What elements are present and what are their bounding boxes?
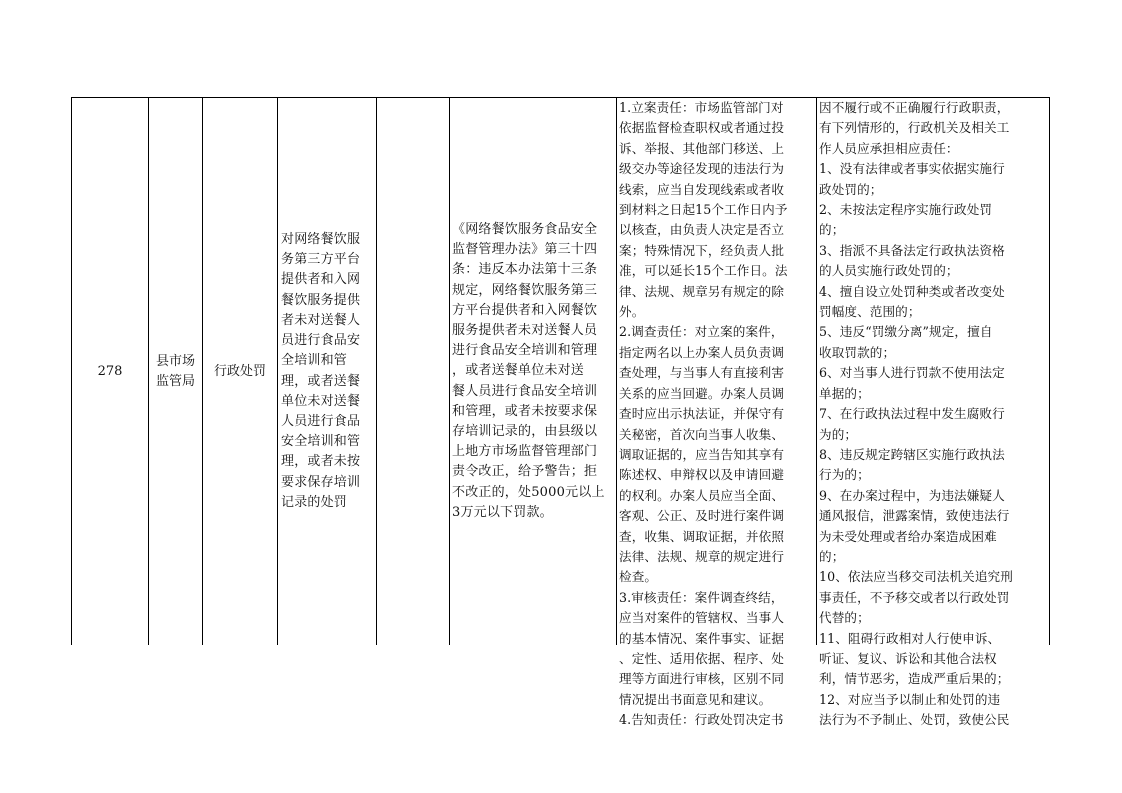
item-name: 对网络餐饮服 务第三方平台 提供者和入网 餐饮服务提供 者未对送餐人 员进行食品安 全培训和管 理，或者送餐 单位未对送餐 人员进行食品 安全培训和管 理，或者未按 要求保存培训 记录的处罚 <box>281 232 361 510</box>
row-number: 278 <box>97 363 123 379</box>
department-cell <box>149 98 203 645</box>
accountability-text: 因不履行或不正确履行行政职责， 有下列情形的，行政机关及相关工 作人员应承担相应责任： 1、没有法律或者事实依据实施行 政处罚的； 2、未按法定程序实施行政处罚 的； 3、指派不具备法定行政执法资格 的人员实施行政处罚的； 4、擅自设立处罚种类或者改变处 罚幅度、范围的； 5、违反“罚缴分离”规定，擅自 收取罚款的； 6、对当事人进行罚款不使用法定 单据的； 7、在行政执法过程中发生腐败行 为的； 8、违反规定跨辖区实施行政执法 行为的； 9、在办案过程中，为违法嫌疑人 通风报信，泄露案情，致使违法行 为未受处理或者给办案造成困难 的； 10、依法应当移交司法机关追究刑 事责任，不予移交或者以行政处罚 代替的； 11、阻碍行政相对人行使申诉、 听证、复议、诉讼和其他合法权 利，情节恶劣，造成严重后果的； 12、对应当予以制止和处罚的违 法行为不予制止、处罚，致使公民 <box>819 100 1013 728</box>
responsibility-cell <box>617 98 817 728</box>
item-name-cell <box>278 98 377 645</box>
sub-item-cell <box>377 98 450 645</box>
power-category: 行政处罚 <box>213 363 266 379</box>
legal-basis-cell <box>450 98 617 645</box>
category-cell <box>203 98 278 645</box>
department-name: 县市场 监管局 <box>155 353 195 389</box>
legal-basis: 《网络餐饮服务食品安全 监督管理办法》第三十四 条：违反本办法第十三条 规定，网络餐饮服务第三 方平台提供者和入网餐饮 服务提供者未对送餐人员 进行食品安全培训和管理 ，或者送餐单位未对送 餐人员进行食品安全培训 和管理，或者未按要求保 存培训记录的，由县级以 上地方市场监督管理部门 责令改正，给予警告；拒 不改正的，处5000元以上 3万元以下罚款。 <box>452 221 605 520</box>
responsibility-text: 1.立案责任：市场监管部门对 依据监督检查职权或者通过投 诉、举报、其他部门移送、上 级交办等途径发现的违法行为 线索，应当自发现线索或者收 到材料之日起15个工作日内予 以核查，由负责人决定是否立 案；特殊情况下，经负责人批 准，可以延长15个工作日。法 律、法规、规章另有规定的除 外。 2.调查责任：对立案的案件， 指定两名以上办案人员负责调 查处理，与当事人有直接利害 关系的应当回避。办案人员调 查时应出示执法证，并保守有 关秘密，首次向当事人收集、 调取证据的，应当告知其享有 陈述权、申辩权以及申请回避 的权利。办案人员应当全面、 客观、公正、及时进行案件调 查，收集、调取证据，并依照 法律、法规、规章的规定进行 检查。 3.审核责任：案件调查终结， 应当对案件的管辖权、当事人 的基本情况、案件事实、证据 、定性、适用依据、程序、处 理等方面进行审核，区别不同 情况提出书面意见和建议。 4.告知责任：行政处罚决定书 <box>619 100 788 728</box>
table-row <box>71 97 1050 728</box>
accountability-cell <box>817 98 1051 728</box>
row-number-cell <box>72 98 149 645</box>
